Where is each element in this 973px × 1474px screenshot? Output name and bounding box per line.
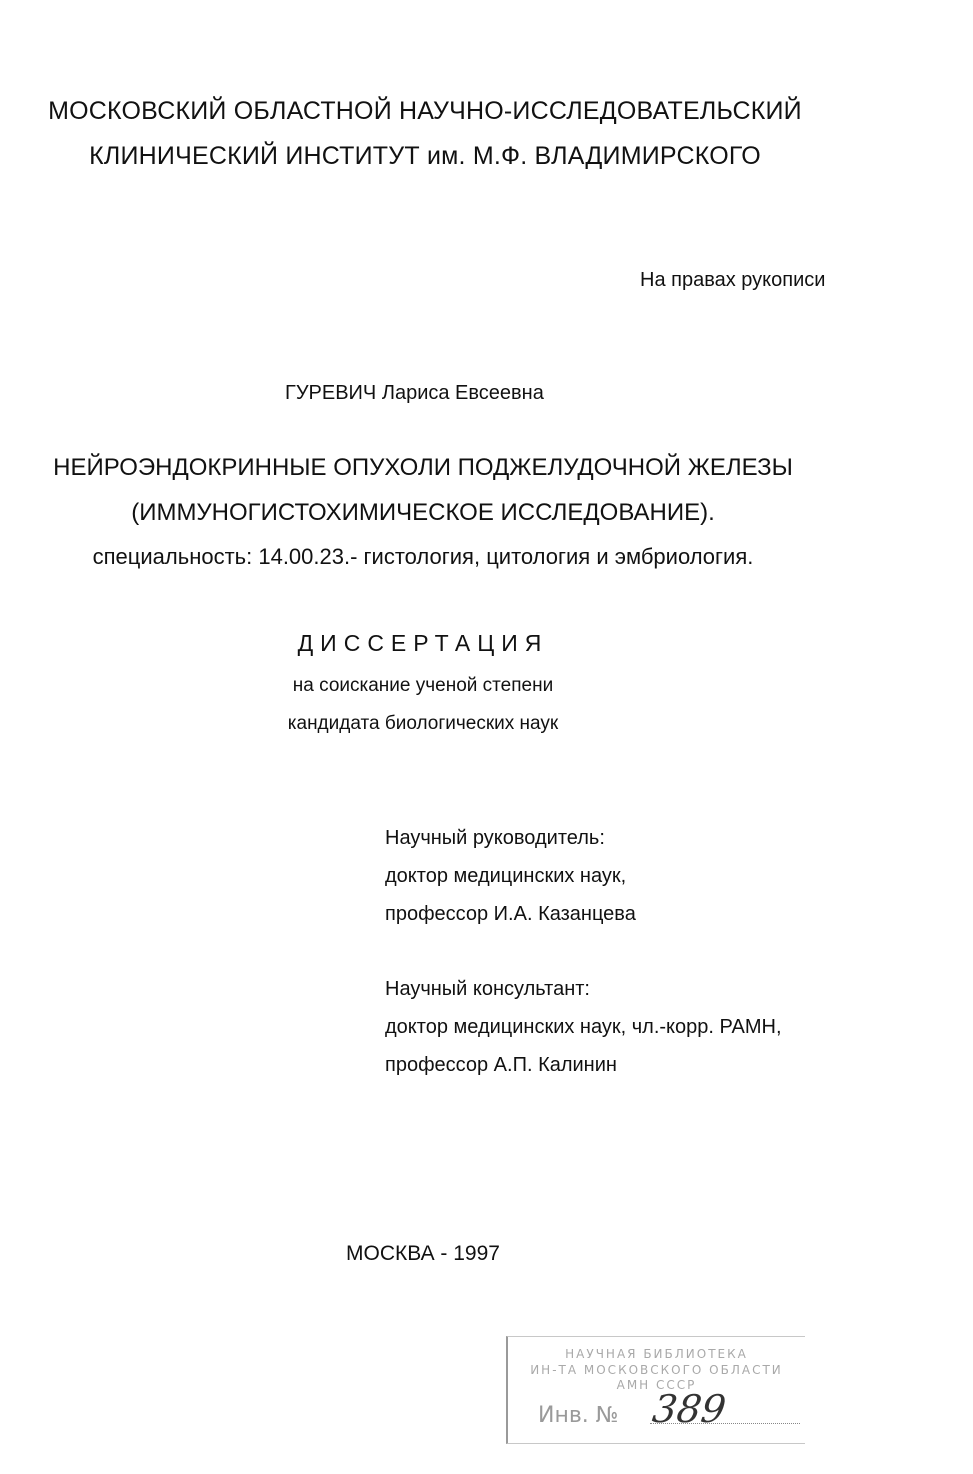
degree-line-2: кандидата биологических наук — [287, 713, 559, 734]
thesis-title-line-1: НЕЙРОЭНДОКРИННЫЕ ОПУХОЛИ ПОДЖЕЛУДОЧНОЙ ЖЕЛЕЗЫ — [53, 454, 793, 481]
supervisor-name: профессор И.А. Казанцева — [385, 903, 636, 925]
consultant-role: Научный консультант: — [385, 978, 590, 1000]
institution-line-2: КЛИНИЧЕСКИЙ ИНСТИТУТ им. М.Ф. ВЛАДИМИРСКОГО — [89, 142, 761, 170]
city-year: МОСКВА - 1997 — [346, 1242, 500, 1265]
stamp-line-1: НАУЧНАЯ БИБЛИОТЕКА — [565, 1347, 748, 1361]
thesis-title-line-2: (ИММУНОГИСТОХИМИЧЕСКОЕ ИССЛЕДОВАНИЕ). — [131, 499, 715, 526]
specialty: специальность: 14.00.23.- гистология, цитология и эмбриология. — [92, 544, 754, 569]
consultant-name: профессор А.П. Калинин — [385, 1054, 617, 1076]
inventory-label: Инв. № — [538, 1403, 619, 1428]
degree-line-1: на соискание ученой степени — [292, 675, 554, 696]
stamp-line-2: ИН-ТА МОСКОВСКОГО ОБЛАСТИ — [530, 1363, 783, 1377]
consultant-degree: доктор медицинских наук, чл.-корр. РАМН, — [385, 1016, 782, 1038]
supervisor-role: Научный руководитель: — [385, 827, 605, 849]
stamp-line-3: АМН СССР — [616, 1378, 697, 1392]
institution-line-1: МОСКОВСКИЙ ОБЛАСТНОЙ НАУЧНО-ИССЛЕДОВАТЕЛЬСКИЙ — [48, 97, 802, 125]
library-stamp — [506, 1336, 805, 1444]
supervisor-degree: доктор медицинских наук, — [385, 865, 627, 887]
inventory-number-handwritten: 389 — [649, 1387, 729, 1431]
author-name: ГУРЕВИЧ Лариса Евсеевна — [285, 382, 544, 404]
rights-note: На правах рукописи — [640, 269, 826, 291]
dissertation-heading: ДИССЕРТАЦИЯ — [297, 630, 549, 656]
